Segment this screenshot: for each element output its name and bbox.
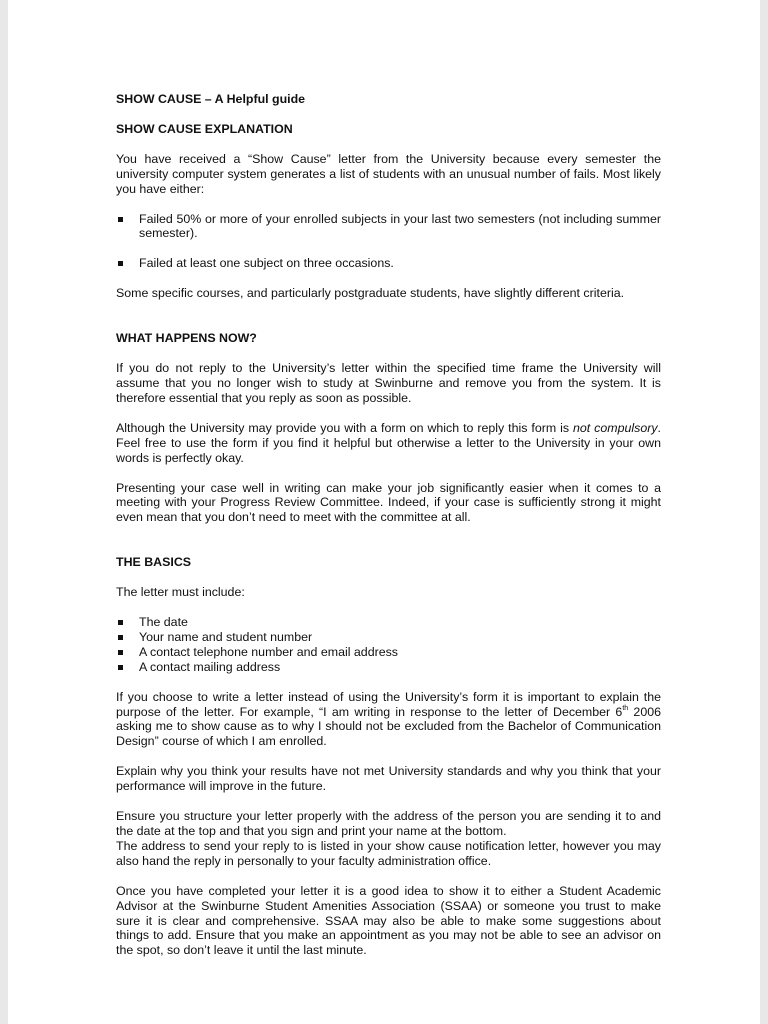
bullet-icon [118,620,123,625]
paragraph-text: If you choose to write a letter instead of using the University’s form it is important to explain the purpose of the letter. For example, “I am writing in response to the letter of December 6 [116,689,661,719]
criteria-note-paragraph: Some specific courses, and particularly postgraduate students, have slightly different criteria. [116,286,625,301]
superscript-text: th [622,704,629,712]
letter-purpose-paragraph [116,690,661,750]
section-heading-basics: THE BASICS [116,555,192,570]
advisor-review-paragraph: Once you have completed your letter it is a good idea to show it to either a Student Academic Advisor at the Swinburne Student Amenities Association (SSAA) or someone you trust to make sure it is clear and comprehensive. SSAA may also be able to make some suggestions about things to add. Ensure that you make an appointment as you may not be able to see an advisor on the spot, so don’t leave it until the last minute. [116,883,661,958]
list-item-text: Your name and student number [139,629,313,644]
list-item-text: A contact telephone number and email address [139,644,398,659]
list-item [116,615,661,630]
list-item-text: Failed 50% or more of your enrolled subjects in your last two semesters (not including summer semester). [139,211,661,241]
explain-results-paragraph: Explain why you think your results have not met University standards and why you think that your performance will improve in the future. [116,764,661,794]
bullet-icon [118,665,123,670]
paragraph-text: 2006 asking me to show cause as to why I should not be excluded from the Bachelor of Communication Design” course of which I am enrolled. [116,704,661,749]
paragraph-text: . Feel free to use the form if you find it helpful but otherwise a letter to the University in your own words is perfectly okay. [116,420,661,465]
list-item-text: A contact mailing address [139,659,281,674]
section-heading-what-happens: WHAT HAPPENS NOW? [116,331,257,346]
letter-requirements-list [116,615,661,675]
emphasis-text: not compulsory [573,420,658,435]
letter-must-include-paragraph: The letter must include: [116,585,245,600]
letter-structure-paragraph: Ensure you structure your letter properly with the address of the person you are sending it to and the date at the top and that you sign and print your name at the bottom. [116,809,661,838]
section-heading-explanation: SHOW CAUSE EXPLANATION [116,121,293,136]
paragraph-text: Although the University may provide you with a form on which to reply this form is [116,420,574,435]
form-optional-paragraph [116,421,661,466]
list-item [116,660,661,675]
list-item [116,630,661,645]
document-body [116,92,661,958]
list-item [116,212,661,242]
presenting-case-paragraph: Presenting your case well in writing can make your job significantly easier when it comes to a meeting with your Progress Review Committee. Indeed, if your case is sufficiently strong it might even mean that you don’t need to meet with the committee at all. [116,480,661,525]
criteria-list [116,212,661,272]
list-item-text: The date [139,615,188,630]
bullet-icon [118,217,123,222]
bullet-icon [118,261,123,266]
list-item [116,256,661,271]
reply-address-paragraph: The address to send your reply to is listed in your show cause notification letter, however you may also hand the reply in personally to your faculty administration office. [116,838,661,868]
list-item-text: Failed at least one subject on three occasions. [139,256,394,271]
document-page [8,0,760,1024]
document-title: SHOW CAUSE – A Helpful guide [116,92,306,106]
list-item [116,645,661,660]
reply-deadline-paragraph: If you do not reply to the University’s letter within the specified time frame the University will assume that you no longer wish to study at Swinburne and remove you from the system. It is therefore essential that you reply as soon as possible. [116,361,661,405]
bullet-icon [118,650,123,655]
bullet-icon [118,635,123,640]
explanation-intro-paragraph: You have received a “Show Cause” letter from the University because every semester the university computer system generates a list of students with an unusual number of fails. Most likely you have either: [116,151,661,196]
